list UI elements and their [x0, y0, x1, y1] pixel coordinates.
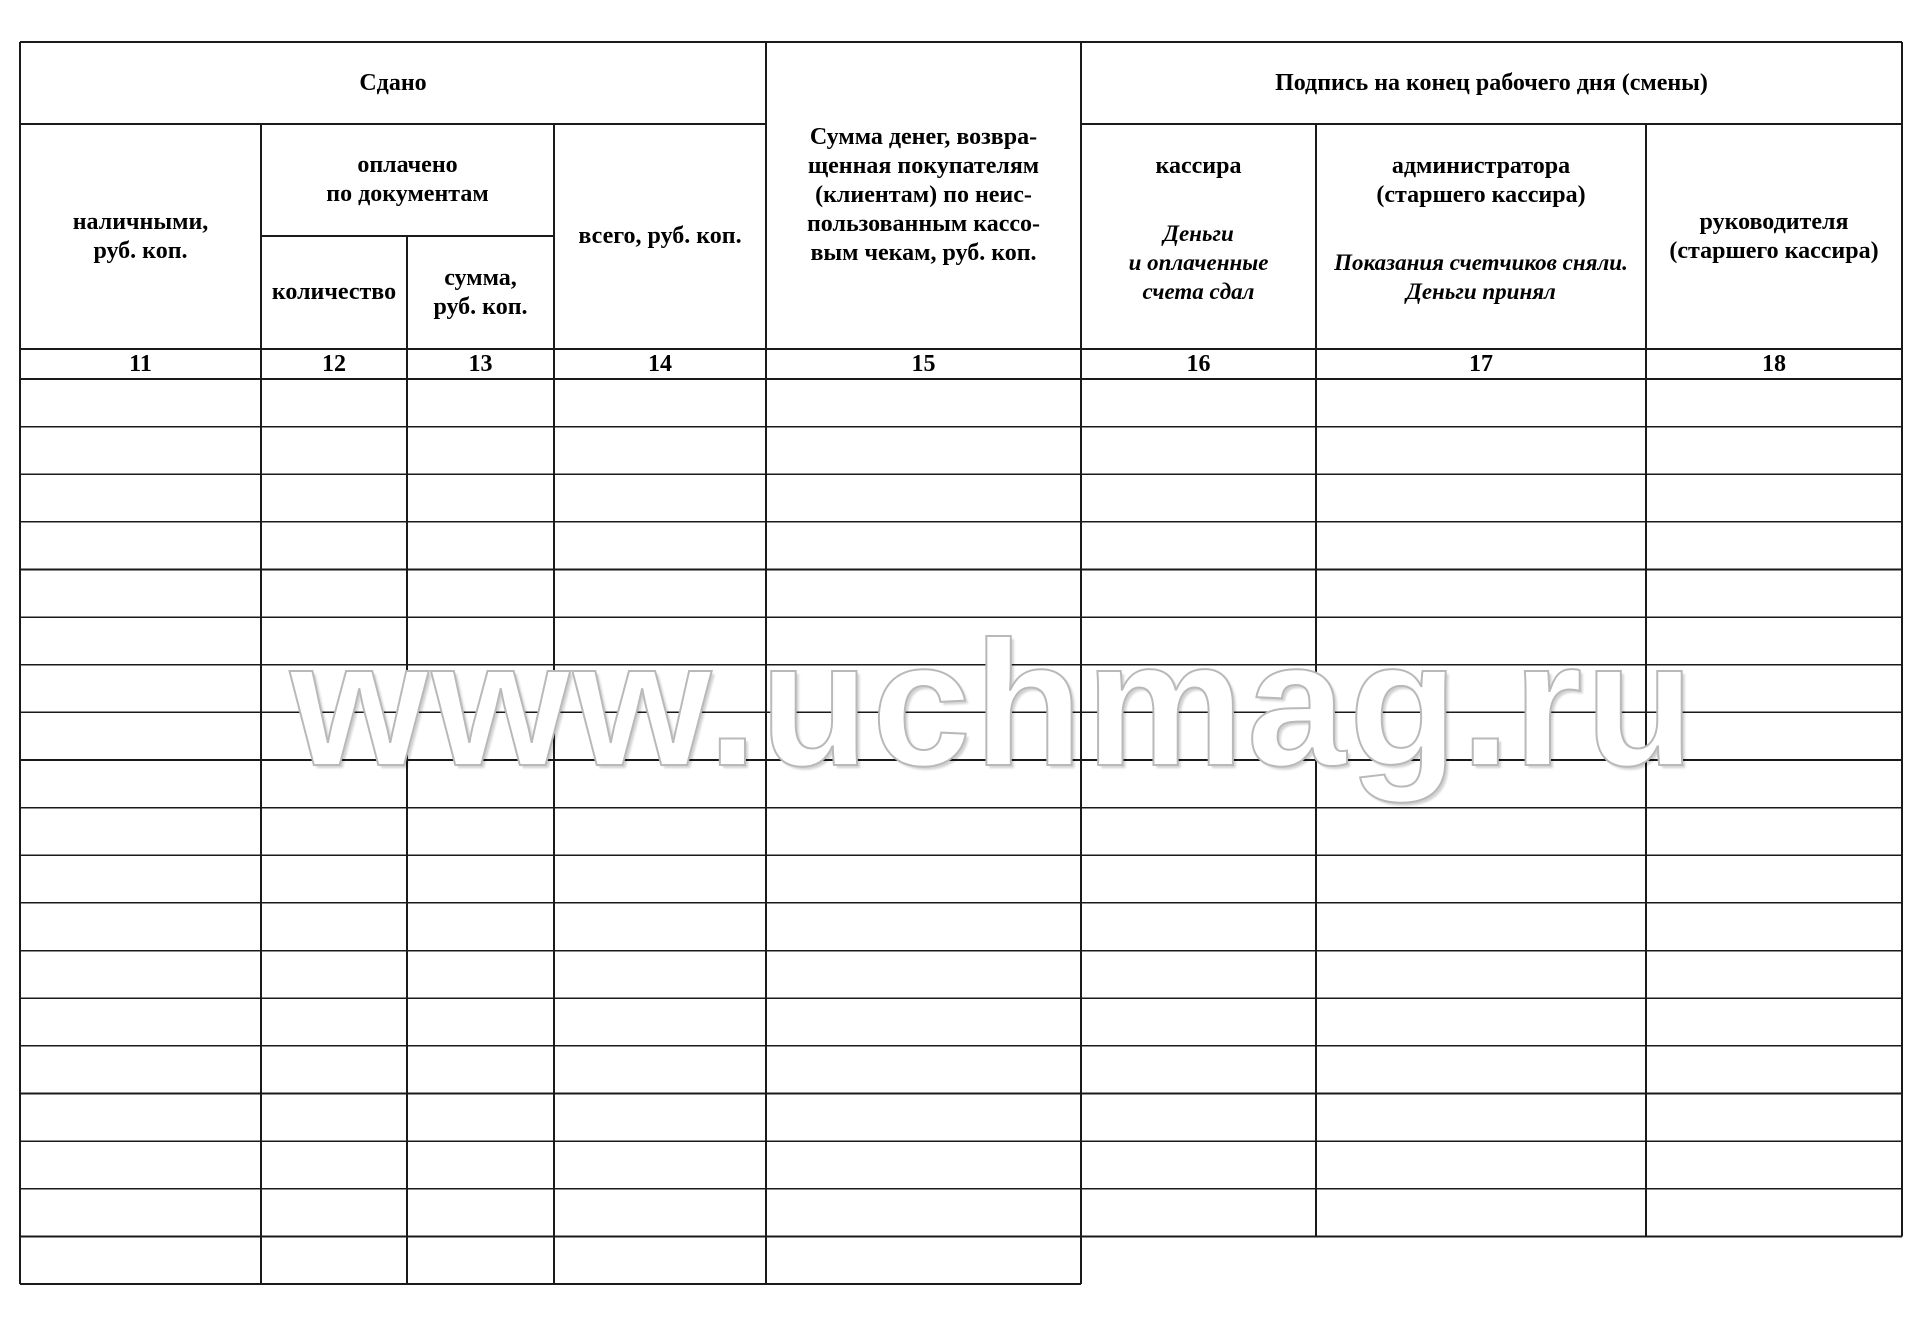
column-number-17 — [1316, 349, 1646, 379]
header-admin — [1316, 124, 1646, 349]
header-manager-line-1: руководителя — [1699, 208, 1849, 235]
header-manager — [1646, 124, 1902, 349]
header-cashier — [1081, 124, 1316, 349]
column-number-15 — [766, 349, 1081, 379]
header-cash-line-2: руб. коп. — [93, 237, 188, 264]
header-paid-line-1: оплачено — [357, 152, 458, 178]
header-total-label: всего, руб. коп. — [578, 223, 742, 249]
header-signature — [1081, 42, 1902, 124]
column-number-12 — [261, 349, 407, 379]
header-sum — [407, 236, 554, 349]
header-admin-note-1: Показания счетчиков сняли. — [1334, 250, 1628, 275]
header-returned-line-1: Сумма денег, возвра- — [809, 124, 1038, 150]
header-total — [554, 124, 766, 349]
header-admin-note-2: Деньги принял — [1406, 279, 1556, 304]
header-returned-line-5: вым чекам, руб. коп. — [810, 240, 1037, 266]
header-returned-line-4: пользованным кассо- — [806, 211, 1041, 237]
column-number-13 — [407, 349, 554, 379]
header-quantity-label: количество — [271, 279, 397, 305]
header-returned-line-2: щенная покупателям — [807, 153, 1040, 179]
header-paid-by-documents — [261, 124, 554, 236]
header-returned-line-3: (клиентам) по неис- — [815, 182, 1032, 208]
header-sum-line-2: руб. коп. — [433, 293, 528, 320]
header-manager-line-2: (старшего кассира) — [1669, 237, 1879, 264]
header-admin-line-1: администратора — [1391, 153, 1571, 179]
column-number-11-label: 11 — [129, 351, 152, 377]
column-number-11 — [20, 349, 261, 379]
header-handed — [20, 42, 766, 124]
column-number-13-label: 13 — [468, 351, 493, 377]
column-number-12-label: 12 — [322, 351, 346, 377]
header-signature-label: Подпись на конец рабочего дня (смены) — [1275, 69, 1708, 96]
header-quantity — [261, 236, 407, 349]
column-number-14-label: 14 — [648, 351, 672, 377]
header-paid-line-2: по документам — [326, 181, 489, 207]
header-cashier-note-1: Деньги — [1163, 221, 1234, 246]
column-number-18 — [1646, 349, 1902, 379]
header-cash-line-1: наличными, — [72, 208, 209, 235]
header-admin-line-2: (старшего кассира) — [1376, 182, 1586, 208]
header-cashier-note-3: счета сдал — [1142, 279, 1255, 304]
column-number-14 — [554, 349, 766, 379]
column-number-15-label: 15 — [911, 351, 936, 377]
column-number-16-label: 16 — [1186, 351, 1211, 377]
column-number-18-label: 18 — [1762, 351, 1786, 377]
column-number-17-label: 17 — [1469, 351, 1493, 377]
header-sum-line-1: сумма, — [444, 264, 517, 291]
column-number-16 — [1081, 349, 1316, 379]
header-cashier-note-2: и оплаченные — [1128, 250, 1269, 275]
header-cashier-label: кассира — [1155, 153, 1242, 179]
header-cash — [20, 124, 261, 349]
header-handed-label: Сдано — [359, 69, 427, 96]
header-returned — [766, 42, 1081, 349]
watermark: www.uchmag.ru — [290, 604, 1698, 803]
